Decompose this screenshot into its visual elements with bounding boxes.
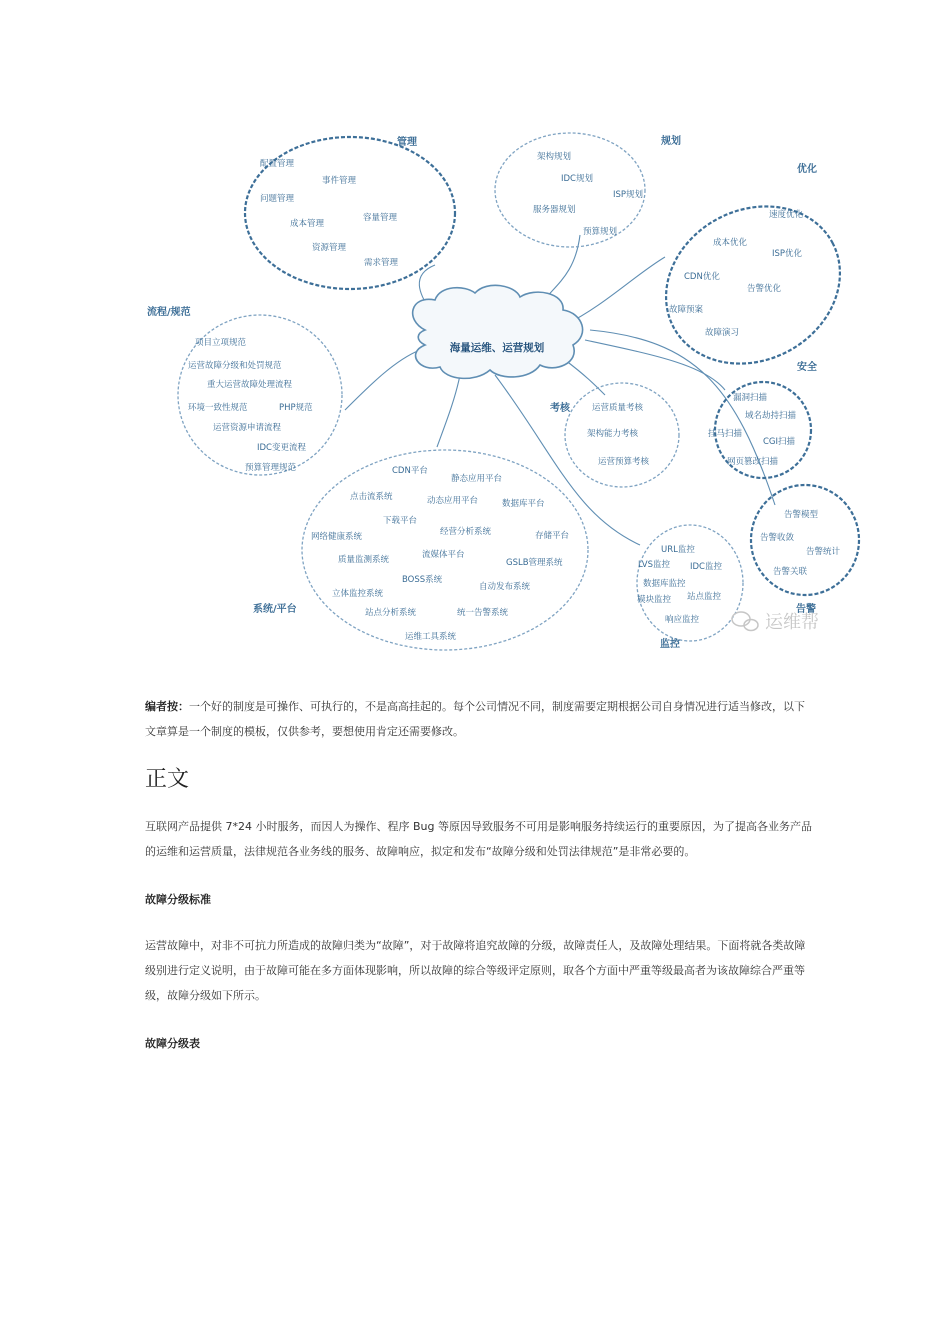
node-liucheng: PHP规范 — [279, 403, 313, 413]
wechat-icon — [732, 612, 758, 631]
node-xitong: 下载平台 — [383, 516, 418, 526]
node-guanli: 配置管理 — [260, 159, 295, 169]
editor-note-text: 一个好的制度是可操作、可执行的，不是高高挂起的。每个公司情况不同，制度需要定期根据公司自身情况进行适当修改，以下文章算是一个制度的模板，仅供参考，要想使用肯定还需要修改。 — [145, 700, 805, 738]
category-anquan: 安全 — [797, 362, 817, 373]
node-liucheng: 运营故障分级和处罚规范 — [188, 361, 282, 371]
node-xitong: 动态应用平台 — [427, 496, 479, 506]
node-guanli: 成本管理 — [290, 219, 325, 229]
node-guanli: 需求管理 — [364, 258, 399, 268]
category-guanli: 管理 — [397, 137, 417, 148]
editor-note-label: 编者按： — [145, 700, 189, 713]
node-xitong: 存储平台 — [535, 531, 570, 541]
node-xitong: 统一告警系统 — [457, 608, 509, 618]
node-xitong: 流媒体平台 — [422, 550, 465, 560]
node-xitong: 数据库平台 — [502, 499, 545, 509]
page-heading: 正文 — [145, 767, 190, 792]
node-guanli: 事件管理 — [322, 176, 357, 186]
node-anquan: 网页篡改扫描 — [727, 457, 779, 467]
node-xitong: 经营分析系统 — [440, 527, 492, 537]
node-xitong: 站点分析系统 — [365, 608, 417, 618]
node-gaojing: 告警模型 — [784, 510, 819, 520]
node-jiankong: 数据库监控 — [643, 579, 686, 589]
node-youhua: CDN优化 — [684, 272, 720, 282]
node-xitong: CDN平台 — [392, 466, 428, 476]
node-gaojing: 告警统计 — [806, 547, 841, 557]
node-liucheng: 预算管理规范 — [245, 463, 297, 473]
node-guanli: 资源管理 — [312, 243, 347, 253]
node-xitong: 点击流系统 — [350, 492, 393, 502]
node-guihua: ISP规划 — [613, 190, 644, 200]
node-guihua: 服务器规划 — [533, 205, 576, 215]
center-cloud — [413, 285, 583, 378]
node-guanli: 问题管理 — [260, 194, 295, 204]
node-jiankong: 响应监控 — [665, 615, 700, 625]
node-xitong: BOSS系统 — [402, 575, 443, 585]
node-xitong: 自动发布系统 — [479, 582, 531, 592]
node-youhua: ISP优化 — [772, 249, 803, 259]
connector-anquan — [585, 340, 725, 390]
connector-youhua — [565, 257, 665, 325]
node-jiankong: URL监控 — [661, 545, 695, 555]
node-jiankong: LVS监控 — [638, 560, 671, 570]
node-youhua: 成本优化 — [713, 238, 748, 248]
node-xitong: GSLB管理系统 — [506, 558, 563, 568]
connector-liucheng — [345, 350, 420, 410]
node-kaohe: 架构能力考核 — [587, 429, 639, 439]
node-xitong: 运维工具系统 — [405, 632, 457, 642]
node-guihua: IDC规划 — [561, 174, 593, 184]
node-liucheng: 项目立项规范 — [195, 338, 247, 348]
node-youhua: 故障预案 — [669, 305, 704, 315]
connector-kaohe — [565, 360, 605, 395]
node-gaojing: 告警收敛 — [760, 533, 795, 543]
node-youhua: 告警优化 — [747, 284, 782, 294]
node-anquan: 挂马扫描 — [708, 429, 743, 439]
node-kaohe: 运营质量考核 — [592, 403, 644, 413]
category-kaohe: 考核 — [550, 403, 570, 414]
connector-xitong — [437, 375, 460, 447]
category-xitong: 系统/平台 — [253, 604, 297, 615]
node-liucheng: IDC变更流程 — [257, 443, 306, 453]
category-liucheng: 流程/规范 — [147, 307, 191, 318]
category-jiankong: 监控 — [660, 639, 680, 650]
node-liucheng: 运营资源申请流程 — [213, 423, 282, 433]
category-gaojing: 告警 — [796, 604, 816, 615]
node-guihua: 预算规划 — [583, 227, 618, 237]
watermark-text: 运维帮 — [765, 612, 819, 633]
node-jiankong: IDC监控 — [690, 562, 722, 572]
node-youhua: 故障演习 — [705, 328, 740, 338]
node-xitong: 质量监测系统 — [338, 555, 390, 565]
node-anquan: CGI扫描 — [763, 437, 796, 447]
editor-note — [145, 694, 813, 744]
center-label: 海量运维、运营规划 — [449, 342, 545, 354]
grading-standard-paragraph: 运营故障中，对非不可抗力所造成的故障归类为“故障”，对于故障将追究故障的分级，故障责任人，及故障处理结果。下面将就各类故障级别进行定义说明，由于故障可能在多方面体现影响，所以故障的综合等级评定原则，取各个方面中严重等级最高者为该故障综合严重等级，故障分级如下所示。 — [145, 939, 806, 1002]
section-title-grading-standard: 故障分级标准 — [145, 893, 211, 906]
node-jiankong: 模块监控 — [637, 595, 672, 605]
node-guanli: 容量管理 — [363, 213, 398, 223]
node-xitong: 立体监控系统 — [332, 589, 384, 599]
node-youhua: 速度优化 — [769, 210, 804, 220]
category-guihua: 规划 — [661, 136, 681, 147]
node-liucheng: 重大运营故障处理流程 — [207, 380, 293, 390]
node-liucheng: 环境一致性规范 — [188, 403, 248, 413]
node-guihua: 架构规划 — [537, 152, 572, 162]
intro-paragraph: 互联网产品提供 7*24 小时服务，而因人为操作、程序 Bug 等原因导致服务不可用是影响服务持续运行的重要原因，为了提高各业务产品的运维和运营质量，法律规范各业务线的服务、故障响应，拟定和发布“故障分级和处罚法律规范”是非常必要的。 — [145, 820, 812, 858]
node-xitong: 网络健康系统 — [311, 532, 363, 542]
node-kaohe: 运营预算考核 — [598, 457, 650, 467]
section-title-grading-table: 故障分级表 — [145, 1037, 200, 1050]
node-xitong: 静态应用平台 — [451, 474, 503, 484]
category-youhua: 优化 — [797, 164, 817, 175]
node-anquan: 域名劫持扫描 — [745, 411, 797, 421]
node-jiankong: 站点监控 — [687, 592, 722, 602]
node-anquan: 漏洞扫描 — [733, 393, 768, 403]
node-gaojing: 告警关联 — [773, 567, 808, 577]
mindmap-figure — [135, 125, 865, 660]
